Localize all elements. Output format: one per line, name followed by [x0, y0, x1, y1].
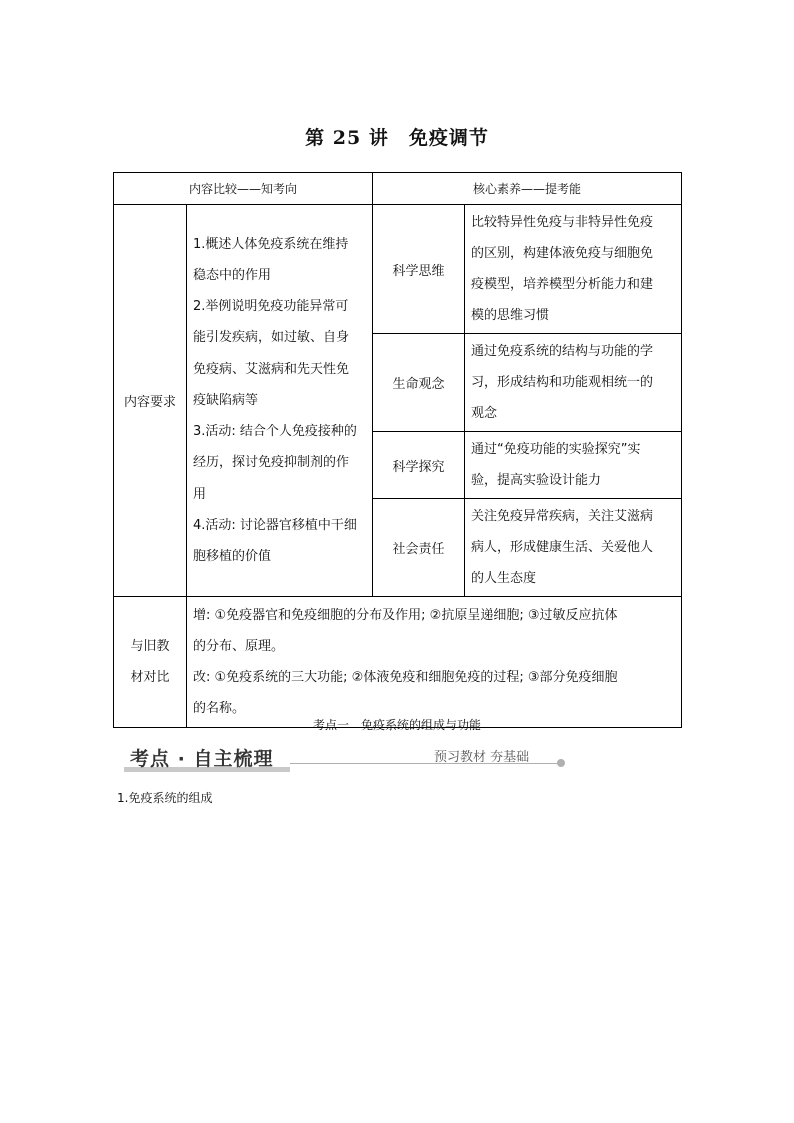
header-core-literacy: 核心素养——提考能 [373, 173, 682, 205]
literacy-line: 疫模型，培养模型分析能力和建 [471, 277, 654, 292]
requirement-line: 免疫病、艾滋病和先天性免 [193, 361, 350, 377]
literacy-line: 关注免疫异常疾病，关注艾滋病 [471, 509, 654, 524]
literacy-line: 习，形成结构和功能观相统一的 [471, 375, 654, 390]
page-title: 第 25 讲 免疫调节 [305, 127, 489, 149]
literacy-line: 模的思维习惯 [471, 308, 550, 323]
compare-line: 增: ①免疫器官和免疫细胞的分布及作用; ②抗原呈递细胞; ③过敏反应抗体 [193, 608, 618, 623]
literacy-line: 的区别，构建体液免疫与细胞免 [471, 246, 654, 261]
compare-label-line: 与旧教 [130, 639, 170, 654]
content-requirements-label: 内容要求 [114, 205, 187, 597]
content-table [113, 172, 682, 728]
item-heading: 1.免疫系统的组成 [117, 791, 213, 805]
literacy-description [465, 205, 682, 334]
literacy-name: 科学探究 [373, 432, 465, 499]
literacy-line: 比较特异性免疫与非特异性免疫 [471, 215, 654, 230]
literacy-line: 的人生态度 [471, 571, 537, 586]
banner-subtitle: 预习教材 夯基础 [434, 750, 530, 765]
requirement-line: 3.活动: 结合个人免疫接种的 [193, 424, 357, 440]
requirement-line: 4.活动: 讨论器官移植中干细 [193, 517, 357, 533]
compare-label-line: 材对比 [130, 670, 170, 685]
requirement-line: 1.概述人体免疫系统在维持 [193, 236, 349, 252]
requirement-line: 经历，探讨免疫抑制剂的作 [193, 455, 350, 471]
requirement-line: 能引发疾病，如过敏、自身 [193, 330, 350, 346]
literacy-line: 通过“免疫功能的实验探究”实 [471, 442, 641, 457]
literacy-line: 验，提高实验设计能力 [471, 473, 602, 488]
requirement-line: 疫缺陷病等 [193, 392, 259, 408]
requirement-line: 2.举例说明免疫功能异常可 [193, 299, 349, 315]
requirement-line: 用 [193, 486, 207, 502]
literacy-name: 科学思维 [373, 205, 465, 334]
literacy-name: 生命观念 [373, 334, 465, 432]
requirement-line: 胞移植的价值 [193, 548, 272, 564]
requirement-line: 稳态中的作用 [193, 268, 272, 284]
section-banner [124, 744, 566, 772]
requirements-list [187, 205, 373, 597]
compare-line: 改: ①免疫系统的三大功能; ②体液免疫和细胞免疫的过程; ③部分免疫细胞 [193, 670, 618, 685]
banner-dot-icon [557, 759, 565, 767]
literacy-line: 病人，形成健康生活、关爱他人 [471, 540, 654, 555]
compare-line: 的名称。 [193, 701, 246, 716]
banner-title: 考点 · 自主梳理 [130, 748, 274, 770]
literacy-line: 观念 [471, 406, 498, 421]
header-content-comparison: 内容比较——知考向 [114, 173, 373, 205]
compare-line: 的分布、原理。 [193, 639, 285, 654]
literacy-line: 通过免疫系统的结构与功能的学 [471, 344, 654, 359]
literacy-description [465, 499, 682, 597]
compare-old-textbook-content [187, 597, 682, 728]
literacy-description [465, 334, 682, 432]
literacy-description [465, 432, 682, 499]
literacy-name: 社会责任 [373, 499, 465, 597]
compare-old-textbook-label [114, 597, 187, 728]
section-caption: 考点一 免疫系统的组成与功能 [312, 718, 481, 732]
